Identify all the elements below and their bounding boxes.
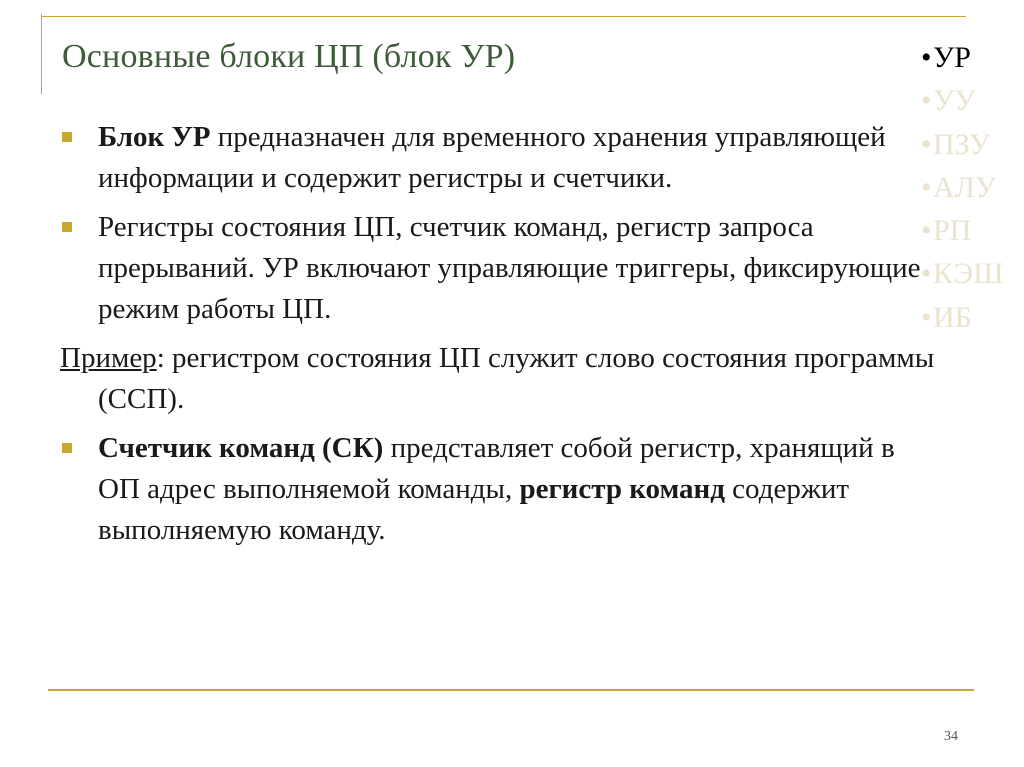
paragraph-text: представляет собой регистр, хранящий в ОП адрес выполняемой команды, xyxy=(98,432,895,505)
nav-item-ur xyxy=(921,36,1003,79)
term-ur-block: Блок УР xyxy=(98,121,211,153)
paragraph-text: Регистры состояния ЦП, счетчик команд, регистр запроса прерываний. УР включают управляющие триггеры, фиксирующие режим работы ЦП. xyxy=(98,211,921,325)
paragraph-text: содержит выполняемую команду. xyxy=(98,473,850,546)
paragraph-ur-block xyxy=(60,117,940,199)
bullet-dot: • xyxy=(921,170,932,204)
bullet-dot: • xyxy=(921,84,932,118)
square-bullet-icon xyxy=(62,132,72,142)
bullet-dot: • xyxy=(921,257,932,291)
nav-item-label: УР xyxy=(933,41,971,74)
nav-item-label: АЛУ xyxy=(933,170,997,204)
slide-body xyxy=(60,117,940,559)
nav-item-label: КЭШ xyxy=(933,257,1004,291)
paragraph-example xyxy=(60,338,940,420)
square-bullet-icon xyxy=(62,443,72,453)
bullet-dot: • xyxy=(921,214,932,248)
top-rule xyxy=(41,16,966,17)
nav-item-label: УУ xyxy=(933,84,976,118)
term-instruction-counter: Счетчик команд (СК) xyxy=(98,432,384,464)
example-label: Пример xyxy=(60,342,157,374)
title-vertical-rule xyxy=(41,14,42,94)
paragraph-text: : регистром состояния ЦП служит слово состояния программы (ССП). xyxy=(98,342,935,415)
paragraph-text: предназначен для временного хранения управляющей информации и содержит регистры и счетчики. xyxy=(98,121,886,194)
nav-item-label: ИБ xyxy=(933,300,972,334)
paragraph-instruction-counter xyxy=(60,428,940,551)
term-instruction-register: регистр команд xyxy=(519,473,725,505)
nav-item-label: РП xyxy=(933,214,972,248)
bullet-dot: • xyxy=(921,41,932,74)
square-bullet-icon xyxy=(62,222,72,232)
bottom-rule xyxy=(48,689,974,691)
paragraph-registers xyxy=(60,207,940,330)
page-number: 34 xyxy=(944,729,958,744)
slide-title: Основные блоки ЦП (блок УР) xyxy=(62,38,516,75)
bullet-dot: • xyxy=(921,127,932,161)
bullet-dot: • xyxy=(921,300,932,334)
nav-item-label: ПЗУ xyxy=(933,127,991,161)
